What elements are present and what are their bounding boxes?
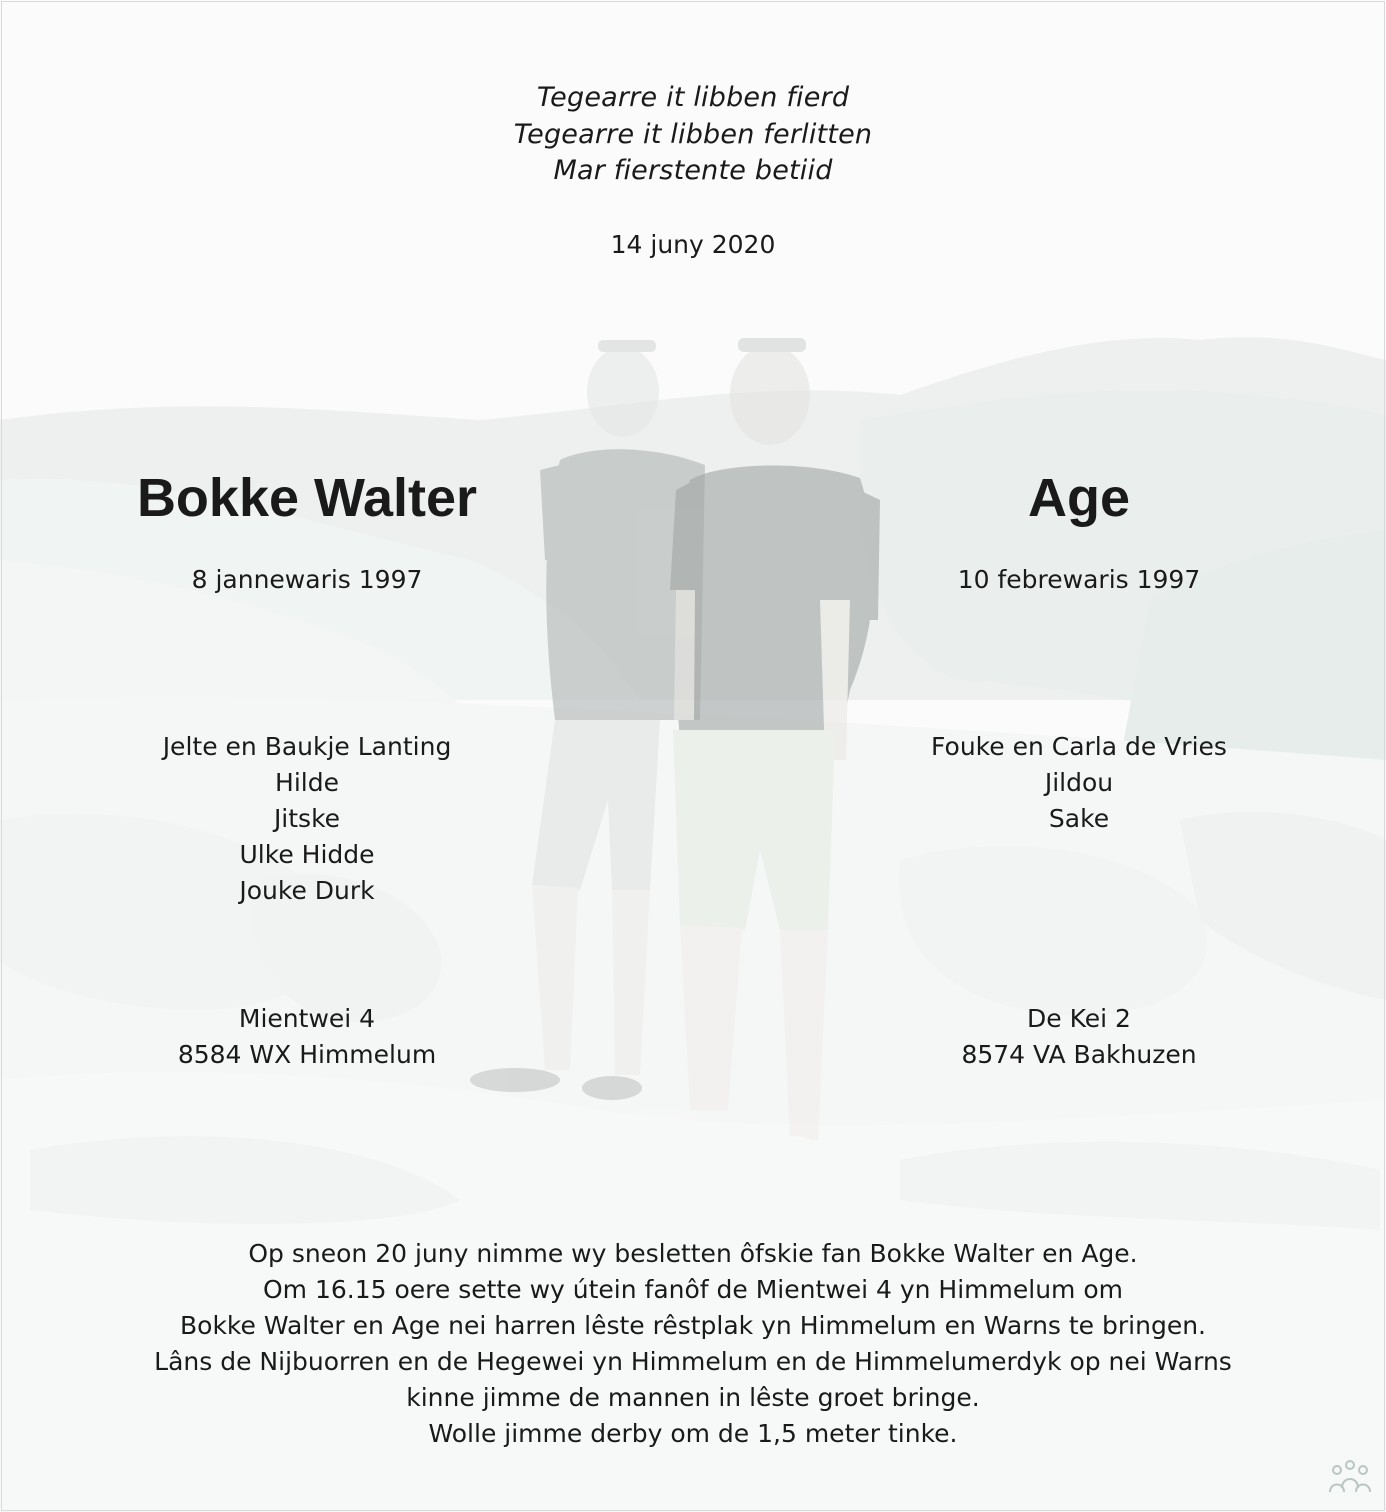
funeral-notice [93, 1236, 1293, 1452]
notice-line: Lâns de Nijbuorren en de Hegewei yn Himmelum en de Himmelumerdyk op nei Warns [154, 1347, 1232, 1376]
family-member: Jelte en Baukje Lanting [162, 732, 452, 761]
birth-date-left: 8 jannewaris 1997 [191, 565, 423, 594]
poem-line: Tegearre it libben fierd [536, 82, 850, 113]
family-member: Jildou [1044, 768, 1114, 797]
family-member: Sake [1048, 804, 1110, 833]
family-right [829, 729, 1329, 837]
address-left [57, 1001, 557, 1073]
poem-line: Tegearre it libben ferlitten [513, 118, 873, 150]
address-right [829, 1001, 1329, 1073]
poem-line: Mar fierstente betiid [553, 155, 833, 186]
family-member: Hilde [275, 768, 339, 797]
notice-line: Wolle jimme derby om de 1,5 meter tinke. [428, 1419, 958, 1448]
notice-line: Op sneon 20 juny nimme wy besletten ôfskie fan Bokke Walter en Age. [248, 1239, 1138, 1268]
family-member: Fouke en Carla de Vries [931, 732, 1227, 761]
notice-line: kinne jimme de mannen in lêste groet bringe. [406, 1383, 980, 1412]
name-right: Age [1027, 468, 1130, 528]
people-logo-icon [1328, 1458, 1372, 1498]
family-member: Ulke Hidde [239, 840, 375, 869]
family-left [57, 729, 557, 909]
address-line: Mientwei 4 [238, 1004, 376, 1033]
address-line: 8584 WX Himmelum [177, 1040, 437, 1069]
notice-line: Om 16.15 oere sette wy útein fanôf de Mientwei 4 yn Himmelum om [263, 1275, 1123, 1304]
address-line: De Kei 2 [1027, 1004, 1131, 1033]
name-left: Bokke Walter [136, 468, 478, 528]
birth-date-right: 10 febrewaris 1997 [957, 565, 1201, 594]
family-member: Jouke Durk [239, 876, 375, 905]
family-member: Jitske [273, 804, 341, 833]
poem [343, 80, 1043, 190]
notice-line: Bokke Walter en Age nei harren lêste rêstplak yn Himmelum en Warns te bringen. [180, 1311, 1206, 1340]
date-of-death: 14 juny 2020 [610, 230, 776, 259]
address-line: 8574 VA Bakhuzen [961, 1040, 1197, 1069]
